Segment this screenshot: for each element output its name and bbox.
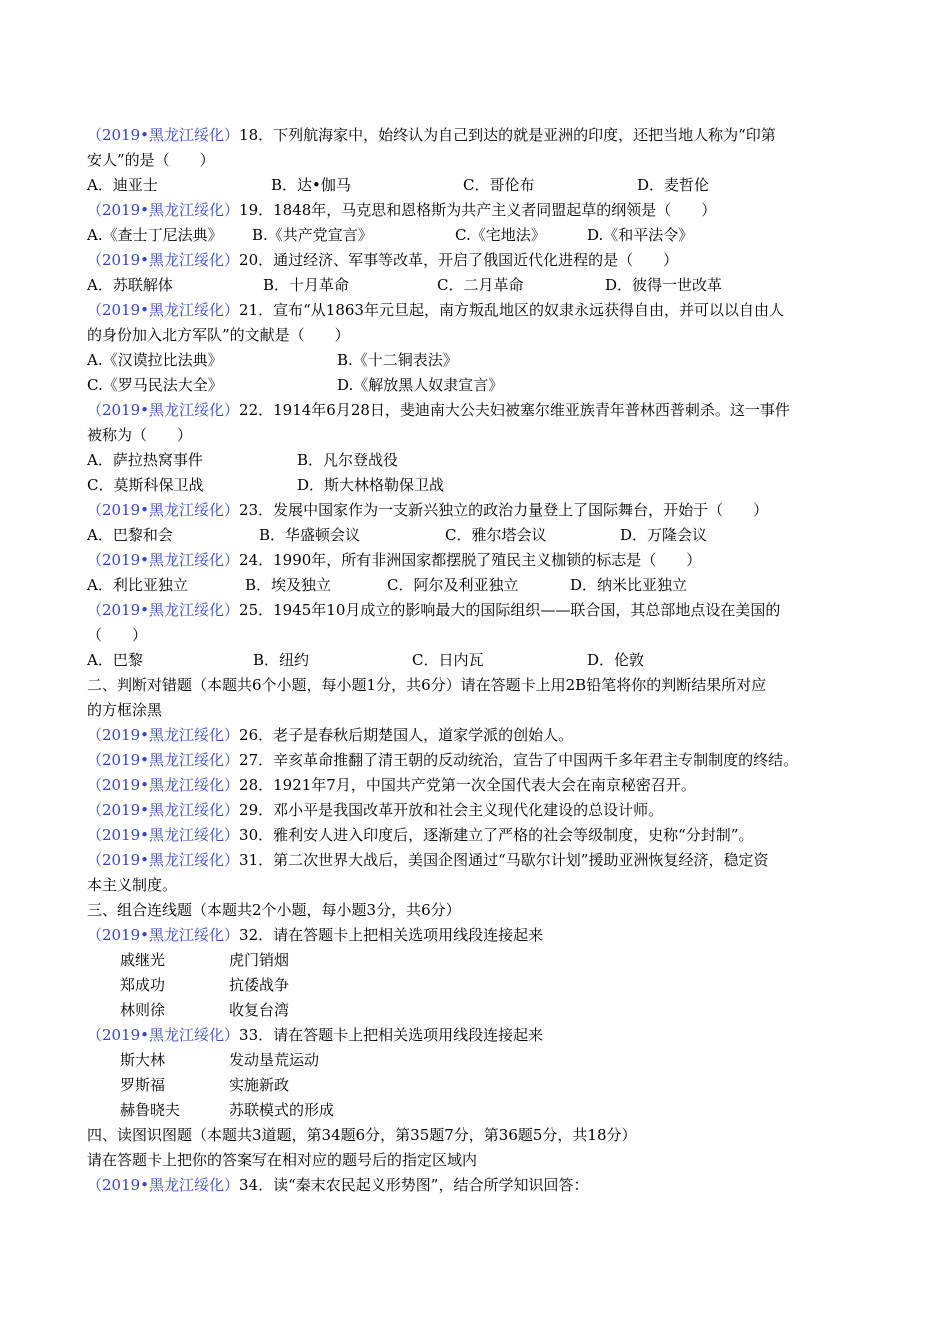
q21-options-row2 bbox=[87, 373, 877, 398]
q21-option-c: C.《罗马民法大全》 bbox=[87, 376, 223, 394]
q21-option-d: D.《解放黑人奴隶宣言》 bbox=[337, 376, 504, 394]
q24-option-d: D．纳米比亚独立 bbox=[570, 576, 688, 594]
q25-stem-line1: （2019•黑龙江绥化）25．1945年10月成立的影响最大的国际组织——联合国，其总部地点设在美国的 bbox=[87, 601, 781, 619]
q34-source: （2019•黑龙江绥化） bbox=[87, 1176, 240, 1194]
q33-event: 实施新政 bbox=[229, 1076, 290, 1094]
q22-option-a: A．萨拉热窝事件 bbox=[87, 451, 203, 469]
q20-stem: （2019•黑龙江绥化）20．通过经济、军事等改革，开启了俄国近代化进程的是（ ） bbox=[87, 251, 679, 269]
q18-option-a: A．迪亚士 bbox=[87, 176, 158, 194]
q33-source: （2019•黑龙江绥化） bbox=[87, 1026, 240, 1044]
q22-options-row1 bbox=[87, 448, 877, 473]
q23-option-b: B．华盛顿会议 bbox=[259, 526, 361, 544]
q20-options bbox=[87, 273, 877, 298]
q23-stem: （2019•黑龙江绥化）23．发展中国家作为一支新兴独立的政治力量登上了国际舞台，开始于（ ） bbox=[87, 501, 769, 519]
q20-option-c: C．二月革命 bbox=[437, 276, 524, 294]
q29-source: （2019•黑龙江绥化） bbox=[87, 801, 240, 819]
q33-event: 苏联模式的形成 bbox=[229, 1101, 335, 1119]
q21-option-b: B.《十二铜表法》 bbox=[337, 351, 458, 369]
q18-stem-line1: （2019•黑龙江绥化）18．下列航海家中，始终认为自己到达的就是亚洲的印度，还把当地人称为“印第 bbox=[87, 126, 776, 144]
q20-option-d: D．彼得一世改革 bbox=[605, 276, 723, 294]
q34-stem: （2019•黑龙江绥化）34．读“秦末农民起义形势图”，结合所学知识回答： bbox=[87, 1176, 589, 1194]
q26-source: （2019•黑龙江绥化） bbox=[87, 726, 240, 744]
q18-stem-line2: 安人”的是（ ） bbox=[87, 151, 215, 169]
q24-stem: （2019•黑龙江绥化）24．1990年，所有非洲国家都摆脱了殖民主义枷锁的标志是（ ） bbox=[87, 551, 702, 569]
q32-person: 林则徐 bbox=[120, 1001, 166, 1019]
q25-stem-line2: （ ） bbox=[87, 626, 148, 644]
q30-source: （2019•黑龙江绥化） bbox=[87, 826, 240, 844]
q21-stem-line1: （2019•黑龙江绥化）21．宣布“从1863年元旦起，南方叛乱地区的奴隶永远获得自由，并可以以自由人 bbox=[87, 301, 784, 319]
section2-heading-line1: 二、判断对错题（本题共6个小题，每小题1分，共6分）请在答题卡上用2B铅笔将你的判断结果所对应 bbox=[87, 676, 767, 694]
q18-option-d: D．麦哲伦 bbox=[637, 176, 710, 194]
section4-heading-line2: 请在答题卡上把你的答案写在相对应的题号后的指定区域内 bbox=[87, 1151, 478, 1169]
q18-options bbox=[87, 173, 877, 198]
q19-source: （2019•黑龙江绥化） bbox=[87, 201, 240, 219]
q22-stem-line2: 被称为（ ） bbox=[87, 426, 193, 444]
q33-pair-2 bbox=[87, 1073, 877, 1098]
q23-option-c: C．雅尔塔会议 bbox=[445, 526, 547, 544]
q20-option-a: A．苏联解体 bbox=[87, 276, 173, 294]
q19-option-d: D.《和平法令》 bbox=[587, 226, 694, 244]
q21-stem-line2: 的身份加入北方军队”的文献是（ ） bbox=[87, 326, 350, 344]
q32-event: 收复台湾 bbox=[229, 1001, 290, 1019]
q23-options bbox=[87, 523, 877, 548]
q22-options-row2 bbox=[87, 473, 877, 498]
q28-stem: （2019•黑龙江绥化）28．1921年7月，中国共产党第一次全国代表大会在南京秘密召开。 bbox=[87, 776, 696, 794]
q22-source: （2019•黑龙江绥化） bbox=[87, 401, 240, 419]
q19-option-b: B.《共产党宣言》 bbox=[252, 226, 373, 244]
section2-heading-line2: 的方框涂黑 bbox=[87, 701, 163, 719]
q22-option-c: C．莫斯科保卫战 bbox=[87, 476, 204, 494]
q25-options bbox=[87, 648, 877, 673]
q32-source: （2019•黑龙江绥化） bbox=[87, 926, 240, 944]
q22-stem-line1: （2019•黑龙江绥化）22．1914年6月28日，斐迪南大公夫妇被塞尔维亚族青年普林西普刺杀。这一事件 bbox=[87, 401, 790, 419]
q24-option-a: A．利比亚独立 bbox=[87, 576, 188, 594]
q25-option-a: A．巴黎 bbox=[87, 651, 143, 669]
q19-options bbox=[87, 223, 877, 248]
q32-pair-3 bbox=[87, 998, 877, 1023]
q21-options-row1 bbox=[87, 348, 877, 373]
q19-stem: （2019•黑龙江绥化）19．1848年，马克思和恩格斯为共产主义者同盟起草的纲领是（ ） bbox=[87, 201, 717, 219]
q32-person: 郑成功 bbox=[120, 976, 166, 994]
q31-stem-line1: （2019•黑龙江绥化）31．第二次世界大战后，美国企图通过“马歇尔计划”援助亚洲恢复经济，稳定资 bbox=[87, 851, 769, 869]
q21-source: （2019•黑龙江绥化） bbox=[87, 301, 240, 319]
q32-pair-2 bbox=[87, 973, 877, 998]
q33-person: 赫鲁晓夫 bbox=[120, 1101, 181, 1119]
q28-source: （2019•黑龙江绥化） bbox=[87, 776, 240, 794]
q33-pair-3 bbox=[87, 1098, 877, 1123]
q30-stem: （2019•黑龙江绥化）30．雅利安人进入印度后，逐渐建立了严格的社会等级制度，史称“分封制”。 bbox=[87, 826, 754, 844]
q18-option-b: B．达•伽马 bbox=[271, 176, 351, 194]
q25-option-c: C．日内瓦 bbox=[412, 651, 484, 669]
q22-option-b: B．凡尔登战役 bbox=[297, 451, 399, 469]
q33-pair-1 bbox=[87, 1048, 877, 1073]
q32-event: 抗倭战争 bbox=[229, 976, 290, 994]
q25-source: （2019•黑龙江绥化） bbox=[87, 601, 240, 619]
q23-source: （2019•黑龙江绥化） bbox=[87, 501, 240, 519]
q25-option-d: D．伦敦 bbox=[587, 651, 645, 669]
q32-pair-1 bbox=[87, 948, 877, 973]
q19-option-c: C.《宅地法》 bbox=[455, 226, 546, 244]
q25-option-b: B．纽约 bbox=[253, 651, 310, 669]
q32-stem: （2019•黑龙江绥化）32．请在答题卡上把相关选项用线段连接起来 bbox=[87, 926, 544, 944]
q32-person: 戚继光 bbox=[120, 951, 166, 969]
q27-stem: （2019•黑龙江绥化）27．辛亥革命推翻了清王朝的反动统治，宣告了中国两千多年君主专制制度的终结。 bbox=[87, 751, 799, 769]
q18-source: （2019•黑龙江绥化） bbox=[87, 126, 240, 144]
q20-source: （2019•黑龙江绥化） bbox=[87, 251, 240, 269]
q24-options bbox=[87, 573, 877, 598]
q23-option-a: A．巴黎和会 bbox=[87, 526, 173, 544]
q27-source: （2019•黑龙江绥化） bbox=[87, 751, 240, 769]
section3-heading: 三、组合连线题（本题共2个小题，每小题3分，共6分） bbox=[87, 901, 461, 919]
q32-event: 虎门销烟 bbox=[229, 951, 290, 969]
q22-option-d: D．斯大林格勒保卫战 bbox=[297, 476, 445, 494]
q21-option-a: A.《汉谟拉比法典》 bbox=[87, 351, 223, 369]
q29-stem: （2019•黑龙江绥化）29．邓小平是我国改革开放和社会主义现代化建设的总设计师。 bbox=[87, 801, 664, 819]
q20-option-b: B．十月革命 bbox=[263, 276, 350, 294]
q31-source: （2019•黑龙江绥化） bbox=[87, 851, 240, 869]
q31-stem-line2: 本主义制度。 bbox=[87, 876, 178, 894]
q23-option-d: D．万隆会议 bbox=[620, 526, 708, 544]
q33-person: 斯大林 bbox=[120, 1051, 166, 1069]
q26-stem: （2019•黑龙江绥化）26．老子是春秋后期楚国人，道家学派的创始人。 bbox=[87, 726, 574, 744]
q24-source: （2019•黑龙江绥化） bbox=[87, 551, 240, 569]
section4-heading-line1: 四、读图识图题（本题共3道题，第34题6分，第35题7分，第36题5分，共18分） bbox=[87, 1126, 637, 1144]
q33-stem: （2019•黑龙江绥化）33．请在答题卡上把相关选项用线段连接起来 bbox=[87, 1026, 544, 1044]
q33-event: 发动垦荒运动 bbox=[229, 1051, 320, 1069]
q18-option-c: C．哥伦布 bbox=[463, 176, 535, 194]
q24-option-b: B．埃及独立 bbox=[245, 576, 332, 594]
q24-option-c: C．阿尔及利亚独立 bbox=[387, 576, 519, 594]
q33-person: 罗斯福 bbox=[120, 1076, 166, 1094]
q19-option-a: A.《查士丁尼法典》 bbox=[87, 226, 223, 244]
